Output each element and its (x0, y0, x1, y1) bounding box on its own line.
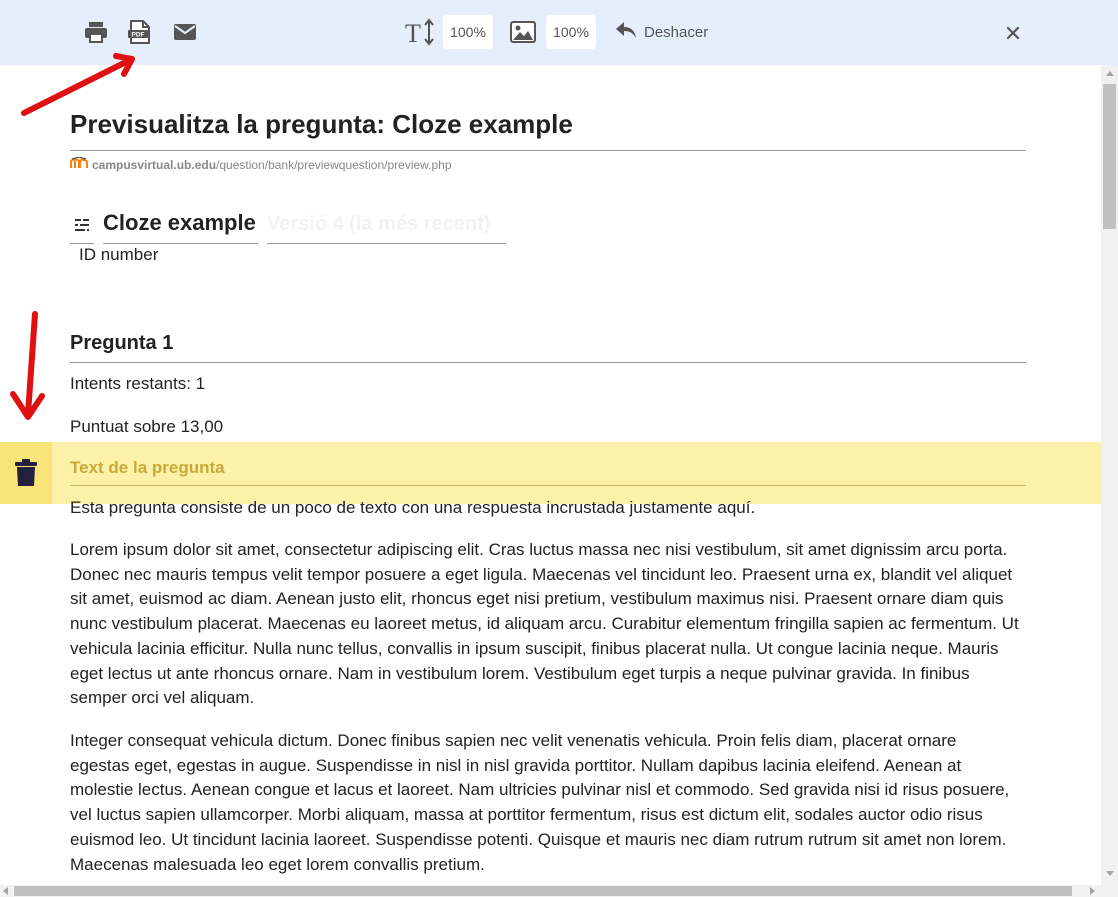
vertical-scroll-thumb[interactable] (1103, 84, 1116, 229)
horizontal-scroll-thumb[interactable] (14, 886, 1072, 896)
undo-button[interactable] (614, 20, 708, 44)
text-size-value[interactable]: 100% (443, 15, 493, 49)
vertical-scrollbar[interactable] (1101, 65, 1118, 885)
url-domain: campusvirtual.ub.edu (92, 157, 217, 172)
print-toolbar (0, 0, 1118, 65)
horizontal-scrollbar[interactable] (0, 885, 1118, 897)
question-paragraph: Lorem ipsum dolor sit amet, consectetur adipiscing elit. Cras luctus massa nec nisi vestibulum, sit amet dignissim arcu porta. Donec nec mauris tempus velit tempor posuere a eget ligula. Maecenas vel tincidunt leo. Praesent urna ex, blandit vel aliquet sit amet, euismod ac diam. Aenean justo elit, rhoncus eget nisi pretium, vestibulum maximus nisi. Praesent ornare diam quis nunc vestibulum placerat. Maecenas eu laoreet metus, id aliquam arcu. Curabitur elementum fringilla sapien ac fermentum. Ut vehicula lacinia efficitur. Nulla nunc tellus, convallis in ipsum suscipit, finibus placerat nulla. Ut congue lacinia neque. Mauris eget lectus ut ante rhoncus ornare. Nam in vestibulum lorem. Vestibulum eget turpis a neque pulvinar gravida. In finibus semper orci vel aliquam. (70, 540, 1019, 708)
question-paragraph: Esta pregunta consiste de un poco de texto con una respuesta incrustada justamente aquí. (70, 498, 756, 517)
question-heading: Pregunta 1 (70, 332, 1026, 363)
cloze-question-icon (70, 214, 94, 244)
svg-text:PDF: PDF (131, 31, 145, 39)
scroll-right-icon[interactable] (1090, 887, 1095, 895)
page-title: Previsualitza la pregunta: Cloze example (70, 109, 1026, 151)
image-size-value[interactable]: 100% (546, 15, 596, 49)
page-url (70, 157, 452, 172)
undo-label: Deshacer (644, 23, 709, 41)
question-paragraph: Integer consequat vehicula dictum. Donec finibus sapien nec velit venenatis vehicula. Proin felis diam, placerat ornare egestas eget, egestas in augue. Suspendisse in nisl in nisl gravida porttitor. Nullam dapibus lacinia eleifend. Aenean at molestie lectus. Aenean congue et lacus et laoreet. Nam ultricies pulvinar nisl et commodo. Sed gravida nisi id risus posuere, vel luctus sapien ullamcorper. Morbi aliquam, massa at porttitor fermentum, risus est dictum elit, sodales auctor odio risus euismod leo. Ut tincidunt lacinia laoreet. Suspendisse potenti. Quisque et mauris nec diam rutrum rutrum sit amet non lorem. Maecenas malesuada leo eget lorem convallis pretium. (70, 731, 1010, 874)
question-version: Versió 4 (la més recent) (267, 213, 506, 244)
close-icon[interactable] (1000, 20, 1026, 46)
question-name: Cloze example (103, 210, 258, 244)
scroll-left-icon[interactable] (3, 887, 8, 895)
scroll-down-icon[interactable] (1106, 871, 1114, 876)
id-number-label: ID number (79, 245, 159, 264)
url-path: /question/bank/previewquestion/preview.php (216, 157, 452, 172)
scroll-up-icon[interactable] (1106, 71, 1114, 76)
attempts-remaining: Intents restants: 1 (70, 374, 206, 393)
preview-content (0, 65, 1101, 885)
print-icon[interactable] (81, 16, 111, 48)
text-size-icon[interactable] (405, 16, 435, 48)
undo-icon (614, 20, 638, 44)
question-text-label: Text de la pregunta (70, 458, 1026, 486)
moodle-logo-icon (70, 157, 88, 172)
svg-text:T: T (405, 19, 421, 46)
image-icon[interactable] (508, 16, 538, 48)
question-score: Puntuat sobre 13,00 (70, 417, 224, 436)
mail-icon[interactable] (170, 16, 200, 48)
trash-icon[interactable] (0, 442, 52, 504)
pdf-icon[interactable] (125, 16, 155, 48)
